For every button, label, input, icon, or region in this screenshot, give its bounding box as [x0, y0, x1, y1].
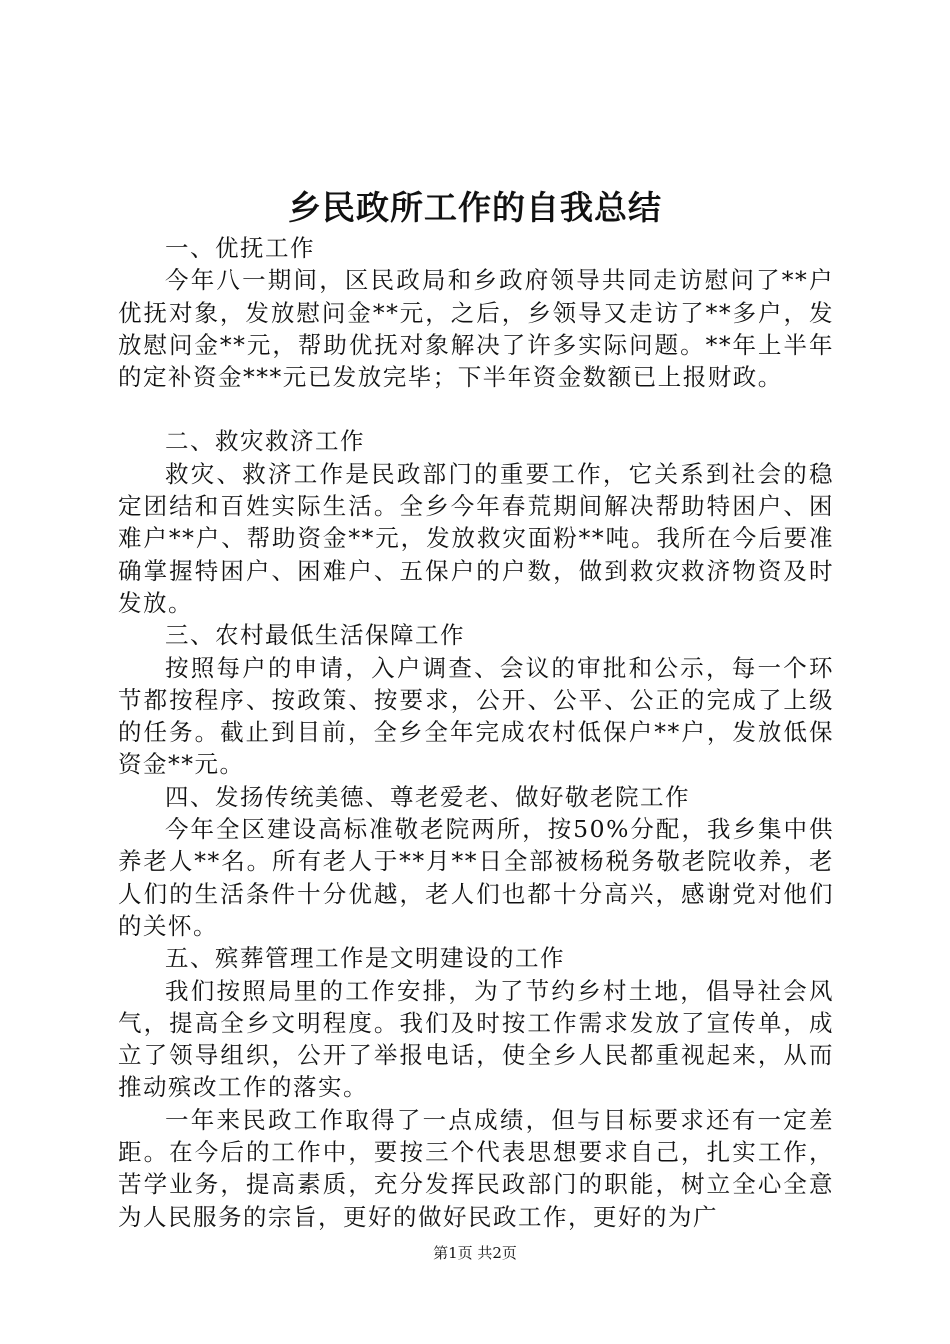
conclusion-paragraph: 一年来民政工作取得了一点成绩，但与目标要求还有一定差距。在今后的工作中，要按三个代表思想要求自己，扎实工作，苦学业务，提高素质，充分发挥民政部门的职能，树立全心全意为人民服务的宗旨，更好的做好民政工作，更好的为广 [118, 1105, 834, 1231]
section-heading-3: 三、农村最低生活保障工作 [165, 621, 465, 650]
section-gap [118, 393, 834, 425]
section-paragraph-5: 我们按照局里的工作安排，为了节约乡村土地，倡导社会风气，提高全乡文明程度。我们及时按工作需求发放了宣传单，成立了领导组织，公开了举报电话，使全乡人民都重视起来，从而推动殡改工作的落实。 [118, 976, 834, 1102]
document-title: 乡民政所工作的自我总结 [288, 188, 662, 227]
page-number-footer: 第1页 共2页 [433, 1244, 517, 1262]
document-body [118, 232, 834, 1233]
section-paragraph-3: 按照每户的申请，入户调查、会议的审批和公示，每一个环节都按程序、按政策、按要求，公开、公平、公正的完成了上级的任务。截止到目前，全乡全年完成农村低保户**户，发放低保资金**元。 [118, 653, 834, 779]
section-paragraph-4: 今年全区建设高标准敬老院两所，按50%分配，我乡集中供养老人**名。所有老人于**月**日全部被杨税务敬老院收养，老人们的生活条件十分优越，老人们也都十分高兴，感谢党对他们的关怀。 [118, 815, 834, 940]
section-heading-4: 四、发扬传统美德、尊老爱老、做好敬老院工作 [165, 782, 690, 811]
section-paragraph-2: 救灾、救济工作是民政部门的重要工作，它关系到社会的稳定团结和百姓实际生活。全乡今年春荒期间解决帮助特困户、困难户**户、帮助资金**元，发放救灾面粉**吨。我所在今后要准确掌握特困户、困难户、五保户的户数，做到救灾救济物资及时发放。 [118, 459, 834, 617]
section-heading-1: 一、优抚工作 [165, 234, 315, 262]
section-heading-5: 五、殡葬管理工作是文明建设的工作 [165, 944, 565, 973]
section-heading-2: 二、救灾救济工作 [165, 427, 365, 456]
section-paragraph-1: 今年八一期间，区民政局和乡政府领导共同走访慰问了**户优抚对象，发放慰问金**元，之后，乡领导又走访了**多户，发放慰问金**元，帮助优抚对象解决了许多实际问题。**年上半年的定补资金***元已发放完毕；下半年资金数额已上报财政。 [118, 266, 834, 392]
